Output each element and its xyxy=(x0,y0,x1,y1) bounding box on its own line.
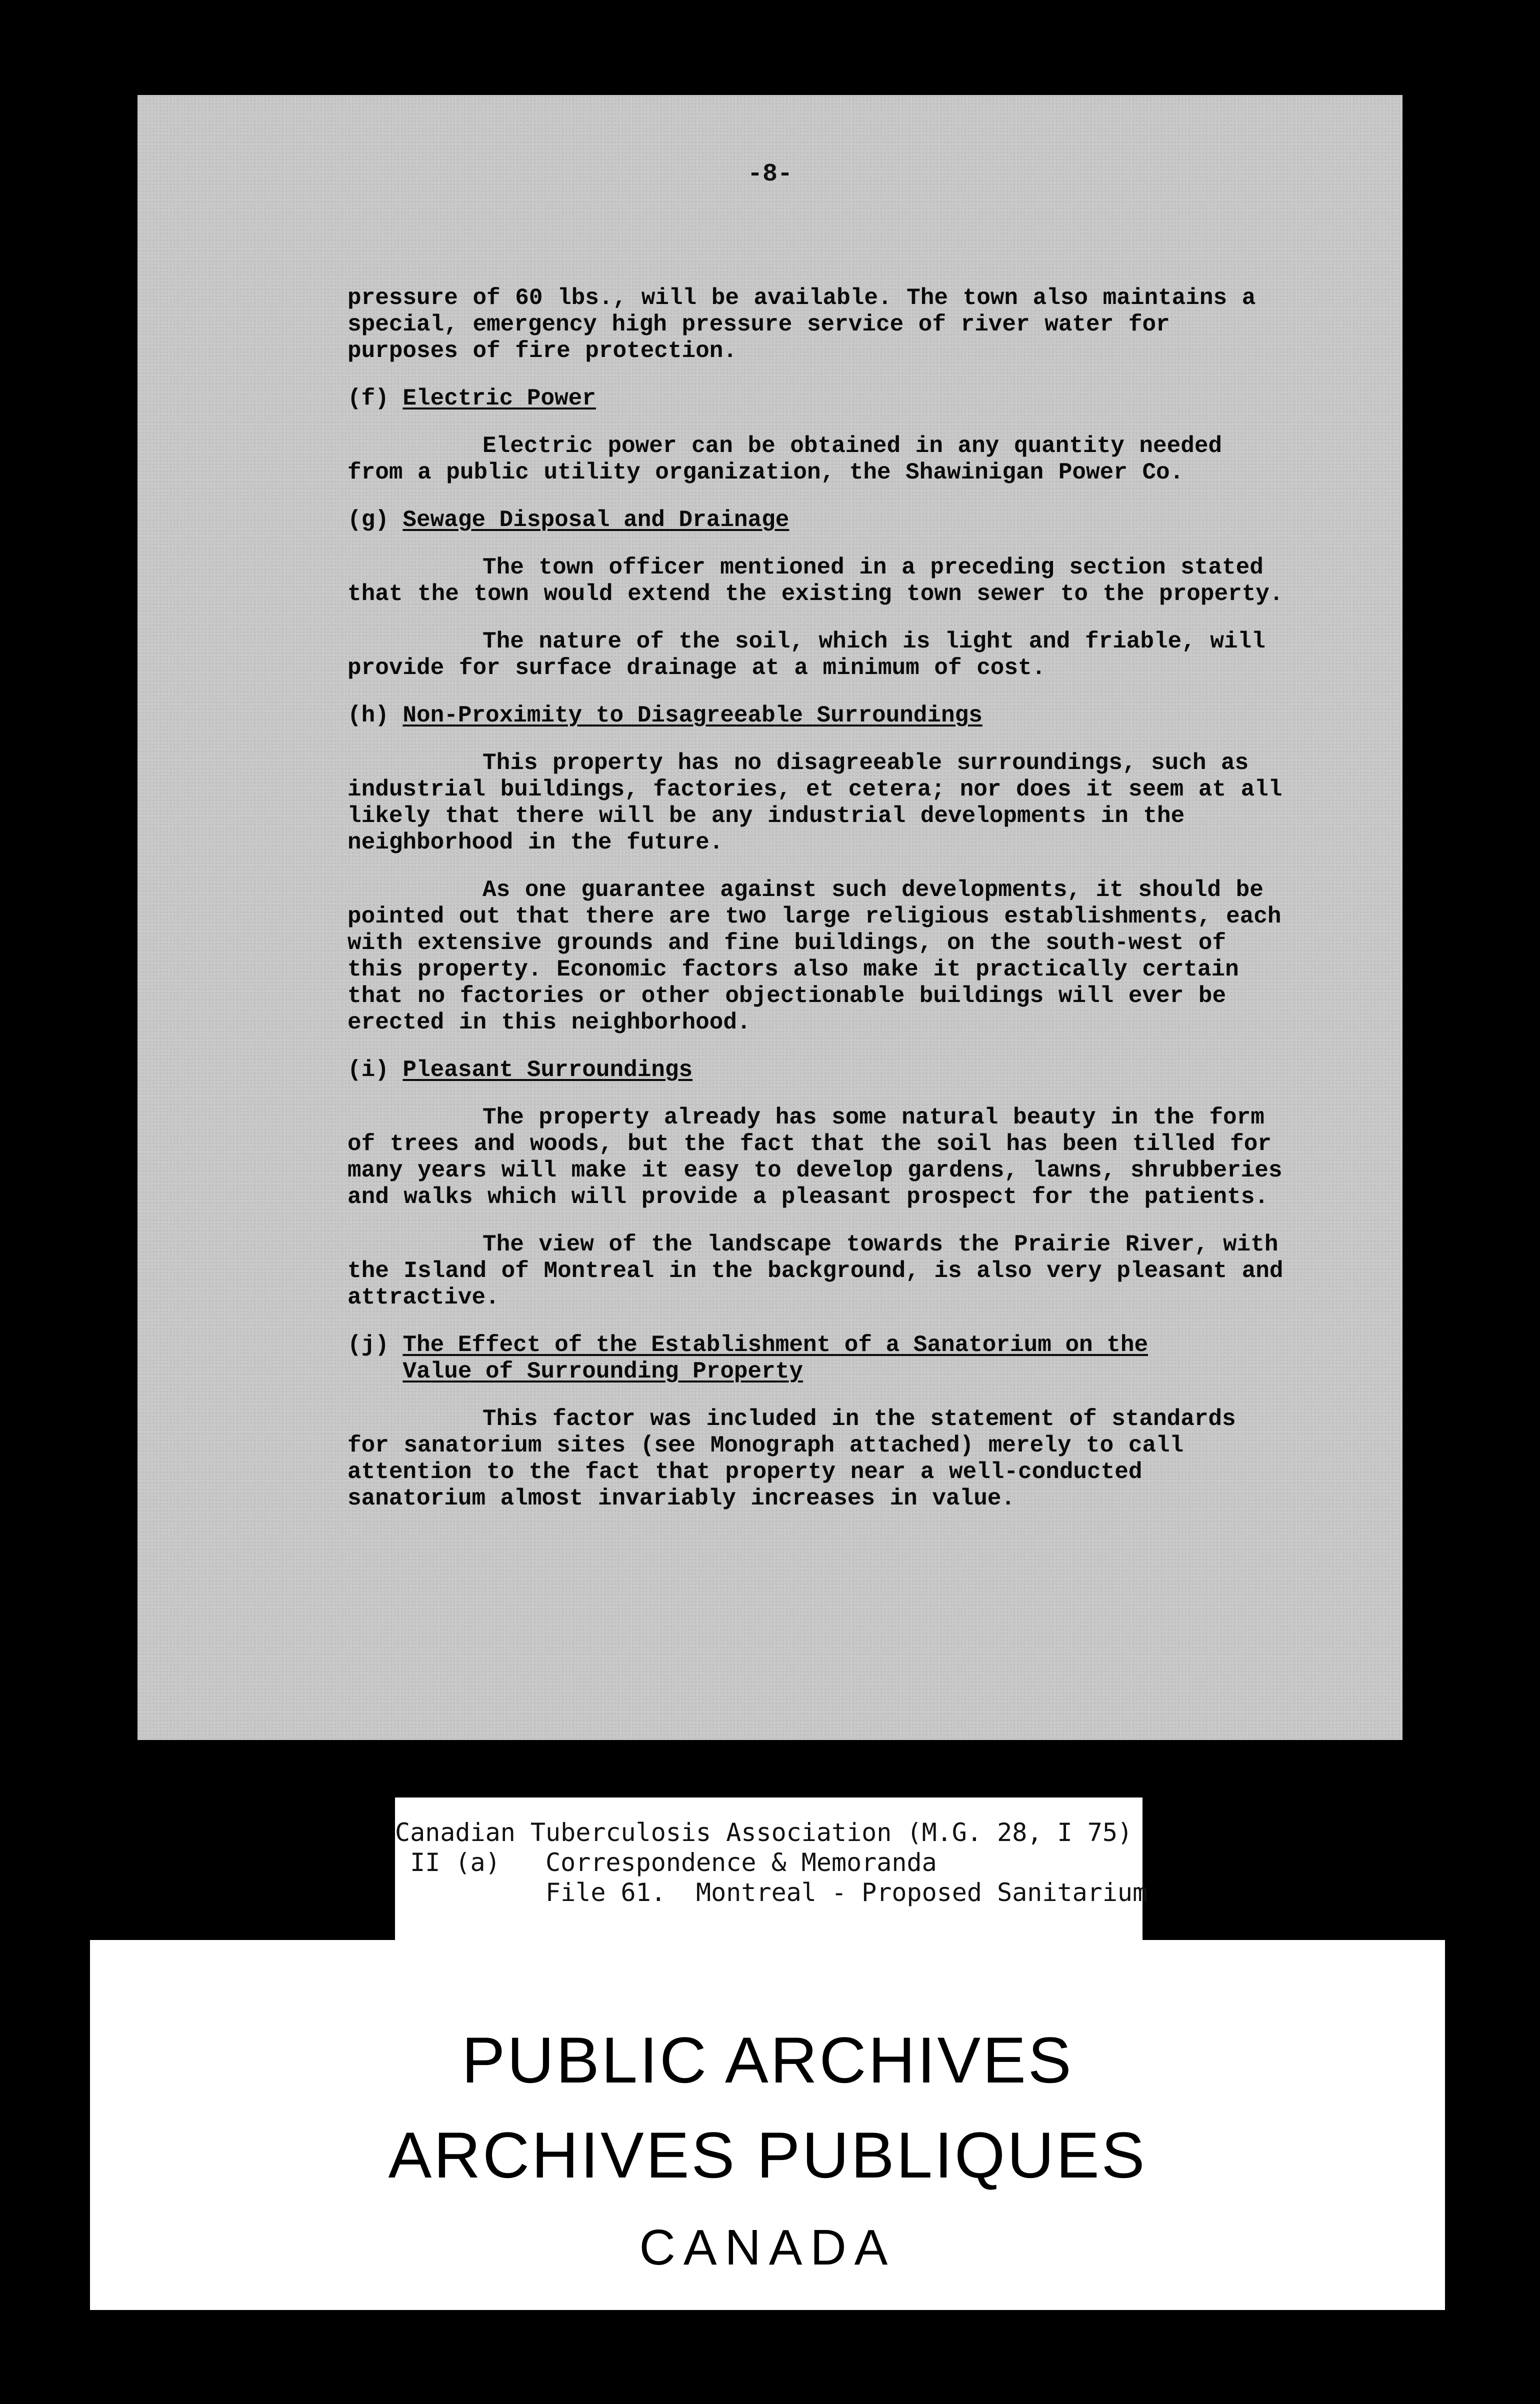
body-paragraph: Electric power can be obtained in any quantity needed from a public utility organization, the Shawinigan Power Co. xyxy=(348,433,1222,486)
section-title: Pleasant Surroundings xyxy=(402,1057,693,1083)
section-title: Electric Power xyxy=(402,386,596,412)
section-marker: (j) xyxy=(348,1332,403,1358)
body-paragraph: The view of the landscape towards the Prairie River, with the Island of Montreal in the background, is also very pleasant and attractive. xyxy=(348,1232,1284,1310)
body-paragraph: As one guarantee against such developments, it should be pointed out that there are two large religious establishments, each with extensive grounds and fine buildings, on the south-west of this property. Economic factors also make it practically certain that no factories or other objectionable buildings will ever be erected in this neighborhood. xyxy=(348,877,1282,1036)
section-marker: (i) xyxy=(348,1057,403,1083)
archive-reference-label xyxy=(395,1798,1148,1948)
body-paragraph: pressure of 60 lbs., will be available. The town also maintains a special, emergency high pressure service of river water for purposes of fire protection. xyxy=(348,285,1256,364)
section-title: The Effect of the Establishment of a Sanatorium on the Value of Surrounding Property xyxy=(402,1332,1148,1384)
page-number: -8- xyxy=(747,160,792,188)
document-page xyxy=(138,95,1402,1740)
section-title: Sewage Disposal and Drainage xyxy=(402,507,790,533)
body-paragraph: The property already has some natural beauty in the form of trees and woods, but the fact that the soil has been tilled for many years will make it easy to develop gardens, lawns, shrubberies and walks which will provide a pleasant prospect for the patients. xyxy=(348,1104,1282,1210)
label-line-series: II (a) Correspondence & Memoranda xyxy=(395,1848,937,1877)
section-heading xyxy=(348,1057,1288,1084)
body-paragraph: This factor was included in the statement of standards for sanatorium sites (see Monograph attached) merely to call attention to the fact that property near a well-conducted sanatorium almost invariably increases in value. xyxy=(348,1406,1236,1512)
section-heading xyxy=(348,386,1288,412)
section-marker: (h) xyxy=(348,702,403,728)
body-paragraph: This property has no disagreeable surroundings, such as industrial buildings, factories, et cetera; nor does it seem at all likely that there will be any industrial developments in the neighborhood in the future. xyxy=(348,750,1282,856)
stamp-line-canada: CANADA xyxy=(639,2220,896,2276)
section-marker: (g) xyxy=(348,507,403,533)
body-paragraph: The nature of the soil, which is light and friable, will provide for surface drainage at a minimum of cost. xyxy=(348,628,1266,681)
section-heading xyxy=(348,507,1288,534)
section-heading xyxy=(348,702,1288,729)
section-heading xyxy=(348,1332,1288,1385)
document-body xyxy=(348,285,1288,1533)
stamp-line-archives-publiques: ARCHIVES PUBLIQUES xyxy=(388,2118,1147,2192)
section-marker: (f) xyxy=(348,386,403,412)
stamp-line-public-archives: PUBLIC ARCHIVES xyxy=(462,2024,1074,2096)
body-paragraph: The town officer mentioned in a preceding section stated that the town would extend the existing town sewer to the property. xyxy=(348,554,1284,607)
section-title: Non-Proximity to Disagreeable Surroundings xyxy=(402,702,982,728)
label-line-collection: Canadian Tuberculosis Association (M.G. 28, I 75) xyxy=(395,1818,1133,1847)
archives-stamp xyxy=(90,1940,1445,2310)
label-line-file: File 61. Montreal - Proposed Sanitarium xyxy=(395,1878,1148,1907)
